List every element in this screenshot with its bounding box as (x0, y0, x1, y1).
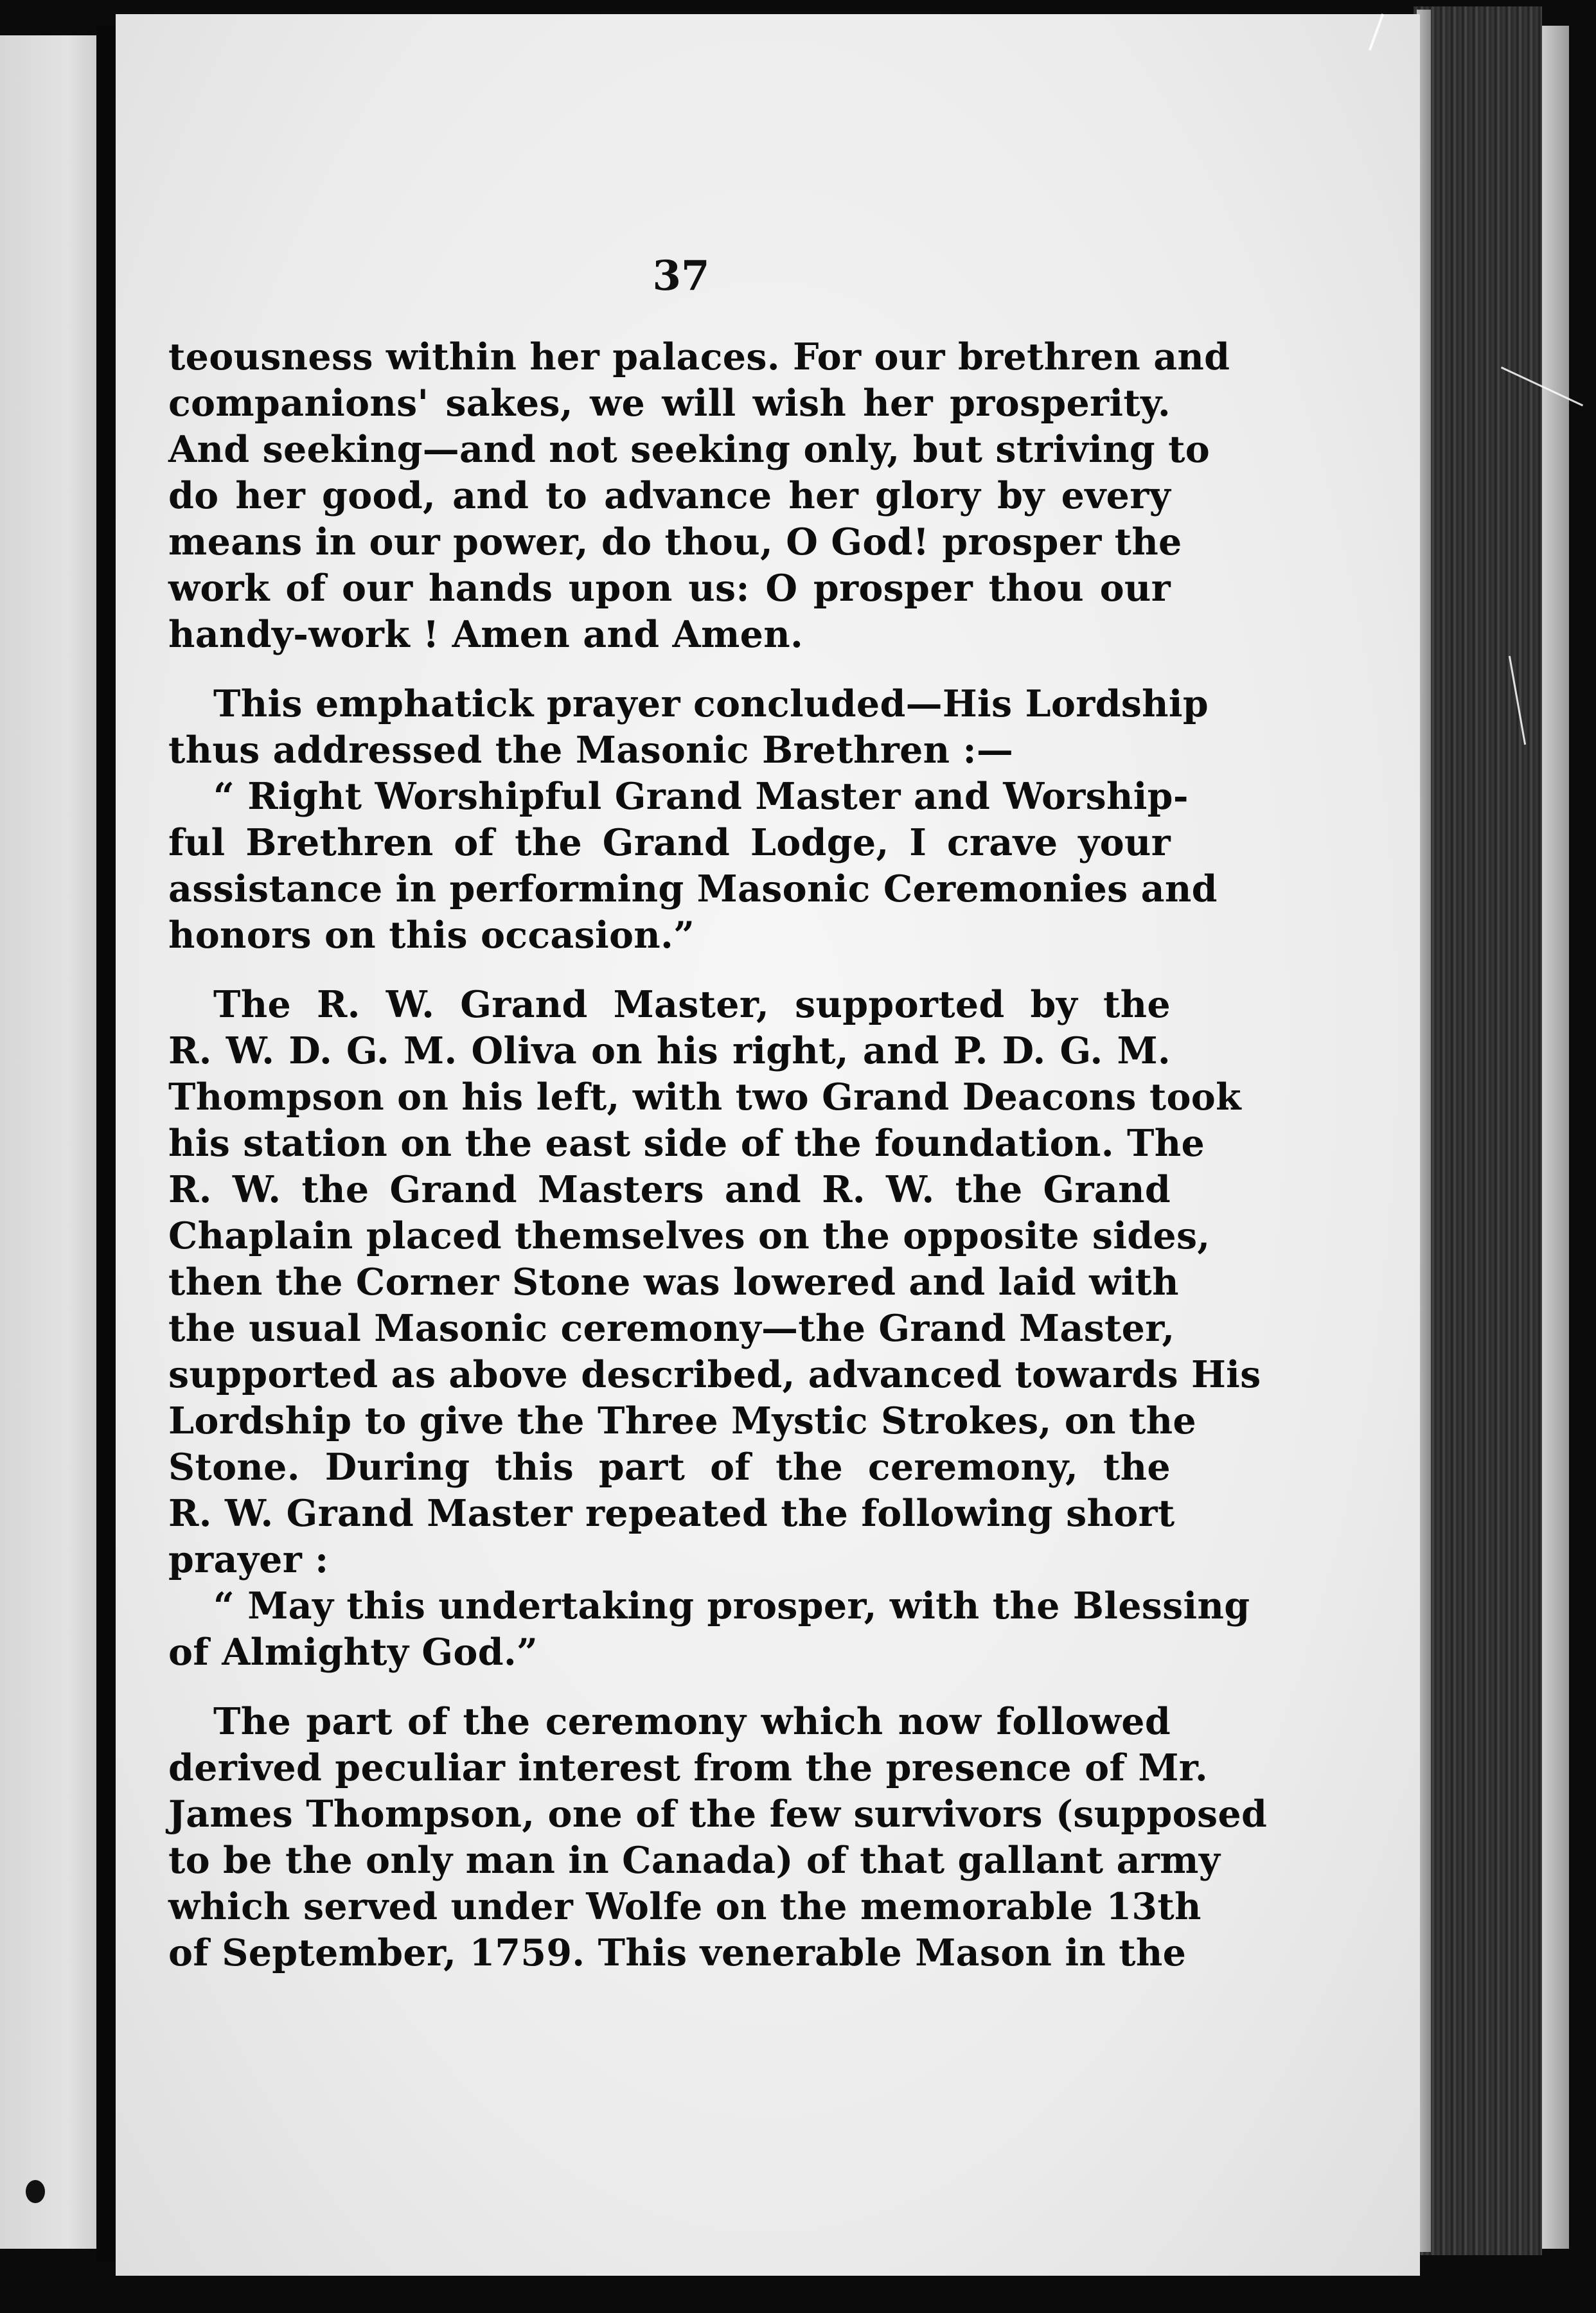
text-line: The part of the ceremony which now followed (213, 1700, 1171, 1743)
text-line: honors on this occasion.” (168, 914, 695, 957)
text-line: R. W. Grand Master repeated the following short (168, 1492, 1175, 1535)
paragraph (168, 681, 1209, 774)
page-text (168, 334, 1268, 1976)
text-line: “ May this undertaking prosper, with the Blessing (213, 1584, 1250, 1627)
paragraph (168, 982, 1261, 1583)
text-line: then the Corner Stone was lowered and laid with (168, 1261, 1179, 1304)
text-line: derived peculiar interest from the presence of Mr. (168, 1746, 1209, 1789)
paragraph (168, 1699, 1268, 1976)
facing-page-fragment (0, 35, 96, 2249)
text-line: “ Right Worshipful Grand Master and Worship- (213, 775, 1189, 818)
text-line: James Thompson, one of the few survivors (supposed (168, 1793, 1268, 1836)
text-line: do her good, and to advance her glory by every (168, 474, 1171, 517)
text-line: assistance in performing Masonic Ceremonies and (168, 867, 1218, 910)
text-line: prayer : (168, 1538, 329, 1581)
paragraph (168, 1583, 1250, 1676)
text-line: supported as above described, advanced towards His (168, 1353, 1261, 1396)
text-line: which served under Wolfe on the memorable 13th (168, 1885, 1201, 1928)
text-line: teousness within her palaces. For our brethren and (168, 335, 1230, 378)
text-line: Lordship to give the Three Mystic Strokes, on the (168, 1399, 1196, 1442)
page-number: 37 (652, 252, 710, 300)
text-line: companions' sakes, we will wish her prosperity. (168, 382, 1171, 425)
text-line: This emphatick prayer concluded—His Lordship (213, 682, 1209, 725)
text-line: his station on the east side of the foundation. The (168, 1122, 1205, 1165)
text-line: thus addressed the Masonic Brethren :— (168, 729, 1014, 772)
text-line: of September, 1759. This venerable Mason in the (168, 1931, 1187, 1974)
text-line: means in our power, do thou, O God! prosper the (168, 520, 1182, 563)
text-line: the usual Masonic ceremony—the Grand Master, (168, 1307, 1175, 1350)
page-block-edge (1414, 6, 1542, 2255)
paragraph (168, 774, 1218, 959)
cover-edge (1542, 26, 1569, 2249)
text-line: handy-work ! Amen and Amen. (168, 613, 804, 656)
text-line: R. W. D. G. M. Oliva on his right, and P. D. G. M. (168, 1029, 1171, 1072)
text-line: of Almighty God.” (168, 1631, 538, 1674)
text-line: to be the only man in Canada) of that gallant army (168, 1839, 1221, 1882)
text-line: Stone. During this part of the ceremony, the (168, 1446, 1171, 1489)
text-line: work of our hands upon us: O prosper thou our (168, 567, 1171, 610)
text-line: R. W. the Grand Masters and R. W. the Grand (168, 1168, 1171, 1211)
text-line: ful Brethren of the Grand Lodge, I crave your (168, 821, 1171, 864)
text-line: The R. W. Grand Master, supported by the (213, 983, 1171, 1026)
text-line: Chaplain placed themselves on the opposite sides, (168, 1214, 1210, 1257)
paragraph (168, 334, 1230, 658)
text-line: Thompson on his left, with two Grand Deacons took (168, 1076, 1241, 1119)
ink-blot (26, 2180, 45, 2203)
text-line: And seeking—and not seeking only, but striving to (168, 428, 1210, 471)
